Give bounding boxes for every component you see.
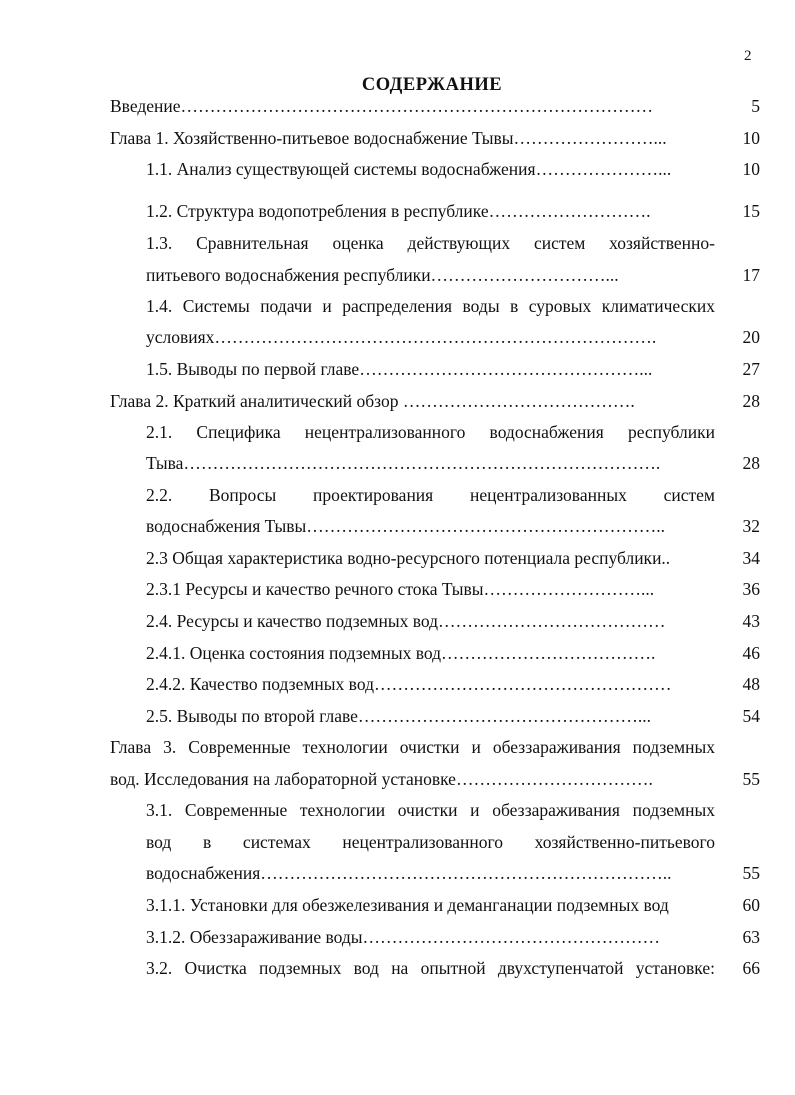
toc-entry-3-1-1: 3.1.1. Установки для обезжелезивания и деманганации подземных вод — [146, 895, 669, 915]
toc-entry-3-1-line-3: водоснабжения…………………………………………………………….. — [146, 863, 672, 883]
toc-entry-2-2-line-2: водоснабжения Тывы…………………………………………………….. — [146, 516, 665, 536]
toc-entry-2-4: 2.4. Ресурсы и качество подземных вод………………………………… — [146, 611, 666, 631]
toc-page-2-4-2: 48 — [742, 674, 760, 694]
toc-entry-2-3-1: 2.3.1 Ресурсы и качество речного стока Тывы………………………... — [146, 579, 655, 599]
toc-page-intro: 5 — [751, 96, 760, 116]
toc-entry-2-4-2: 2.4.2. Качество подземных вод…………………………………………… — [146, 674, 672, 694]
toc-entry-1-3-line-2: питьевого водоснабжения республики…………………………... — [146, 265, 619, 285]
toc-page-2-3: 34 — [742, 548, 760, 568]
toc-page-chapter-1: 10 — [742, 128, 760, 148]
toc-page-1-2: 15 — [742, 201, 760, 221]
toc-page-1-1: 10 — [742, 159, 760, 179]
toc-entry-chapter-3-line-2: вод. Исследования на лабораторной установке……………………………. — [110, 769, 653, 789]
toc-entry-3-1-line-1: 3.1. Современные технологии очистки и обеззараживания подземных — [146, 800, 715, 820]
toc-page-2-3-1: 36 — [742, 579, 760, 599]
toc-entry-2-4-1: 2.4.1. Оценка состояния подземных вод………………………………. — [146, 643, 656, 663]
toc-entry-3-2: 3.2. Очистка подземных вод на опытной двухступенчатой установке: — [146, 958, 715, 978]
toc-entry-3-1-2: 3.1.2. Обеззараживание воды…………………………………………… — [146, 927, 661, 947]
toc-page-2-4: 43 — [742, 611, 760, 631]
toc-entry-1-4-line-1: 1.4. Системы подачи и распределения воды в суровых климатических — [146, 296, 715, 316]
toc-entry-1-3-line-1: 1.3. Сравнительная оценка действующих систем хозяйственно- — [146, 233, 715, 253]
toc-page-3-2: 66 — [742, 958, 760, 978]
toc-entry-3-1-line-2: вод в системах нецентрализованного хозяйственно-питьевого — [146, 832, 715, 852]
toc-entry-1-1: 1.1. Анализ существующей системы водоснабжения…………………... — [146, 159, 672, 179]
toc-entry-2-1-line-1: 2.1. Специфика нецентрализованного водоснабжения республики — [146, 422, 715, 442]
toc-entry-chapter-1: Глава 1. Хозяйственно-питьевое водоснабжение Тывы……………………... — [110, 128, 667, 148]
toc-page-3-1-2: 63 — [742, 927, 760, 947]
toc-entry-2-1-line-2: Тыва………………………………………………………………………. — [146, 453, 661, 473]
toc-page-2-2: 32 — [742, 516, 760, 536]
toc-page-2-4-1: 46 — [742, 643, 760, 663]
toc-entry-2-5: 2.5. Выводы по второй главе…………………………………………... — [146, 706, 652, 726]
toc-page-1-5: 27 — [742, 359, 760, 379]
toc-page-1-3: 17 — [742, 265, 760, 285]
toc-entry-1-4-line-2: условиях…………………………………………………………………. — [146, 327, 657, 347]
toc-page-1-4: 20 — [742, 327, 760, 347]
toc-page-3-1: 55 — [742, 863, 760, 883]
toc-entry-chapter-2: Глава 2. Краткий аналитический обзор …………………………………. — [110, 391, 635, 411]
toc-entry-chapter-3-line-1: Глава 3. Современные технологии очистки и обеззараживания подземных — [110, 737, 715, 757]
toc-page-chapter-2: 28 — [742, 391, 760, 411]
page-title: СОДЕРЖАНИЕ — [361, 75, 503, 95]
page-number: 2 — [744, 48, 752, 64]
toc-entry-1-2: 1.2. Структура водопотребления в республике………………………. — [146, 201, 651, 221]
toc-entry-2-3: 2.3 Общая характеристика водно-ресурсного потенциала республики.. — [146, 548, 671, 568]
toc-page-2-1: 28 — [742, 453, 760, 473]
toc-page-chapter-3: 55 — [742, 769, 760, 789]
toc-page-3-1-1: 60 — [742, 895, 760, 915]
toc-entry-intro: Введение……………………………………………………………………… — [110, 96, 654, 116]
toc-entry-2-2-line-1: 2.2. Вопросы проектирования нецентрализованных систем — [146, 485, 715, 505]
toc-entry-1-5: 1.5. Выводы по первой главе…………………………………………... — [146, 359, 653, 379]
toc-page-2-5: 54 — [742, 706, 760, 726]
